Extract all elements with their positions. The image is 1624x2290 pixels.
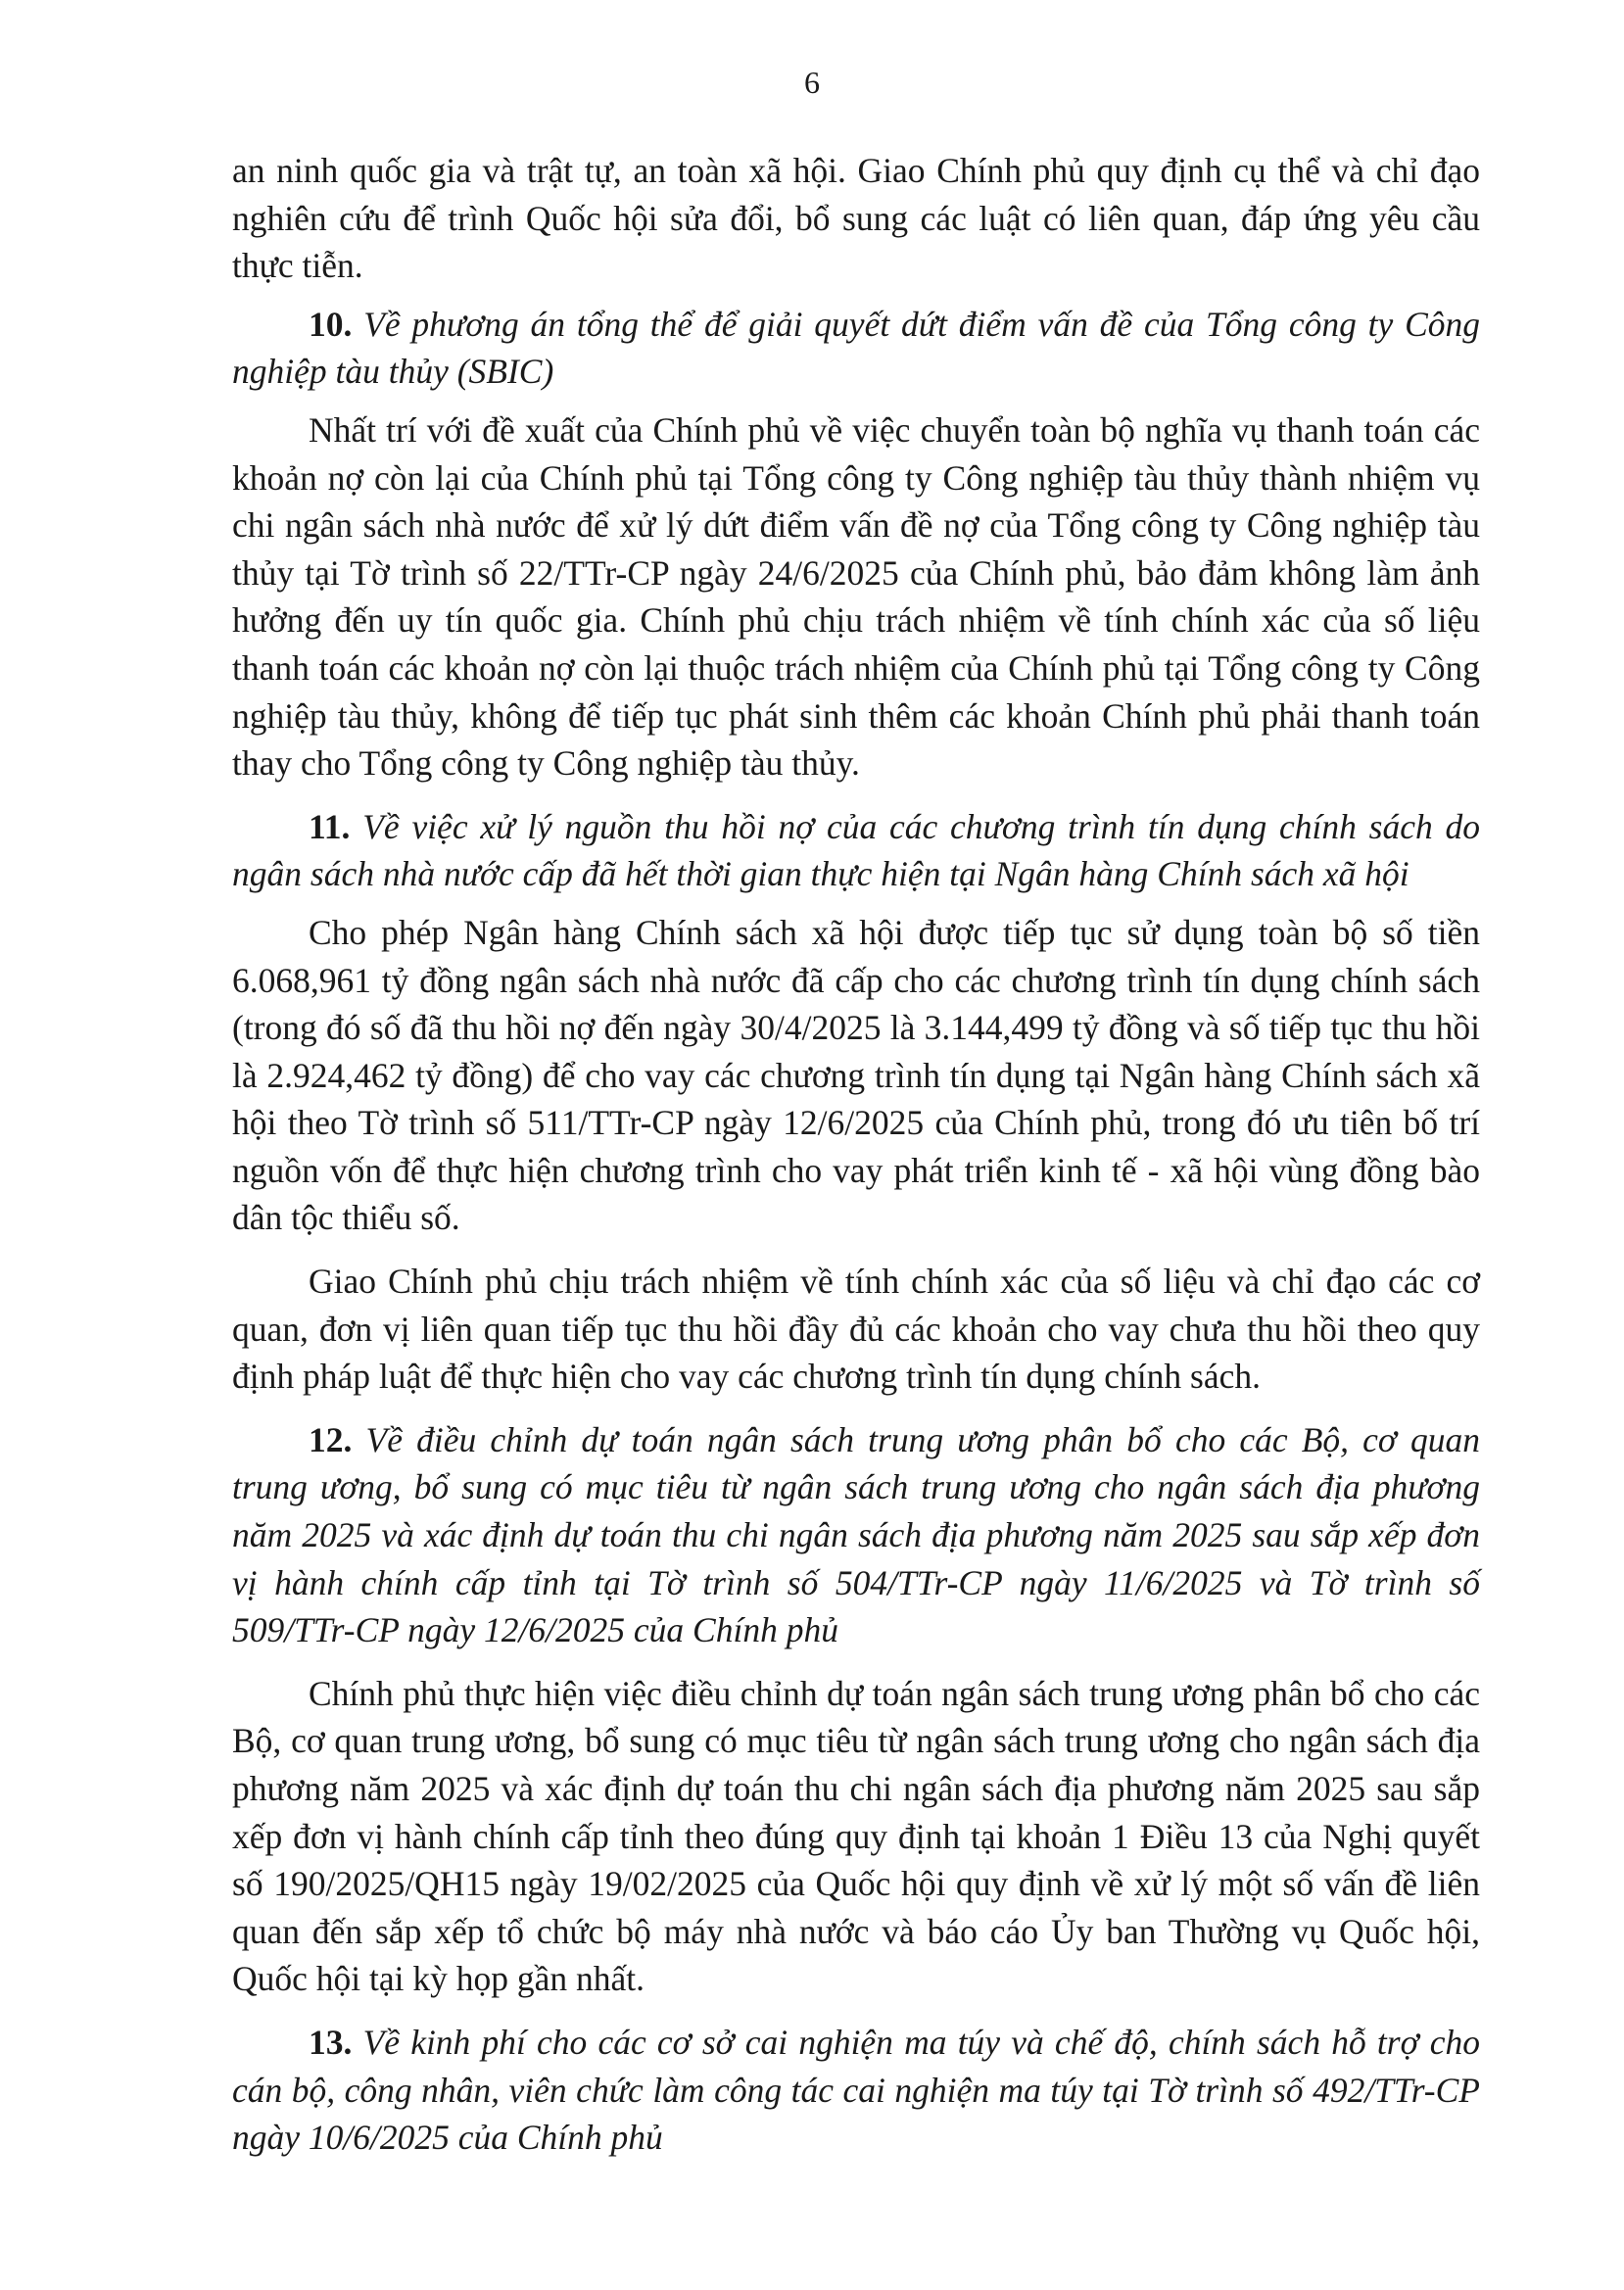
section-number: 10. — [309, 304, 353, 344]
section-number: 13. — [309, 2022, 353, 2062]
section-number: 11. — [309, 806, 351, 846]
paragraph-continuation: an ninh quốc gia và trật tự, an toàn xã hội. Giao Chính phủ quy định cụ thể và chỉ đạo nghiên cứu để trình Quốc hội sửa đổi, bổ sung các luật có liên quan, đáp ứng yêu cầu thực tiễn. — [232, 151, 1480, 286]
page-number: 6 — [804, 65, 820, 100]
section-heading-11 — [232, 803, 1480, 898]
section-heading-10 — [232, 301, 1480, 396]
document-body — [232, 147, 1480, 2162]
section-heading-13 — [232, 2019, 1480, 2162]
section-title: Về phương án tổng thể để giải quyết dứt điểm vấn đề của Tổng công ty Công nghiệp tàu thủy (SBIC) — [232, 304, 1481, 392]
section-heading-12 — [232, 1416, 1480, 1654]
paragraph: Giao Chính phủ chịu trách nhiệm về tính chính xác của số liệu và chỉ đạo các cơ quan, đơn vị liên quan tiếp tục thu hồi đầy đủ các khoản cho vay chưa thu hồi theo quy định pháp luật để thực hiện cho vay các chương trình tín dụng chính sách. — [232, 1262, 1480, 1397]
section-number: 12. — [309, 1419, 353, 1459]
section-title: Về kinh phí cho các cơ sở cai nghiện ma túy và chế độ, chính sách hỗ trợ cho cán bộ, công nhân, viên chức làm công tác cai nghiện ma túy tại Tờ trình số 492/TTr-CP ngày 10/6/2025 của Chính phủ — [232, 2022, 1480, 2158]
paragraph: Cho phép Ngân hàng Chính sách xã hội được tiếp tục sử dụng toàn bộ số tiền 6.068,961 tỷ đồng ngân sách nhà nước đã cấp cho các chương trình tín dụng chính sách (trong đó số đã thu hồi nợ đến ngày 30/4/2025 là 3.144,499 tỷ đồng và số tiếp tục thu hồi là 2.924,462 tỷ đồng) để cho vay các chương trình tín dụng tại Ngân hàng Chính sách xã hội theo Tờ trình số 511/TTr-CP ngày 12/6/2025 của Chính phủ, trong đó ưu tiên bố trí nguồn vốn để thực hiện chương trình cho vay phát triển kinh tế - xã hội vùng đồng bào dân tộc thiểu số. — [232, 912, 1480, 1238]
section-title: Về việc xử lý nguồn thu hồi nợ của các chương trình tín dụng chính sách do ngân sách nhà nước cấp đã hết thời gian thực hiện tại Ngân hàng Chính sách xã hội — [232, 806, 1481, 894]
section-title: Về điều chỉnh dự toán ngân sách trung ương phân bổ cho các Bộ, cơ quan trung ương, bổ sung có mục tiêu từ ngân sách trung ương cho ngân sách địa phương năm 2025 và xác định dự toán thu chi ngân sách địa phương năm 2025 sau sắp xếp đơn vị hành chính cấp tỉnh tại Tờ trình số 504/TTr-CP ngày 11/6/2025 và Tờ trình số 509/TTr-CP ngày 12/6/2025 của Chính phủ — [232, 1419, 1481, 1650]
paragraph: Chính phủ thực hiện việc điều chỉnh dự toán ngân sách trung ương phân bổ cho các Bộ, cơ quan trung ương, bổ sung có mục tiêu từ ngân sách trung ương cho ngân sách địa phương năm 2025 và xác định dự toán thu chi ngân sách địa phương năm 2025 sau sắp xếp đơn vị hành chính cấp tỉnh theo đúng quy định tại khoản 1 Điều 13 của Nghị quyết số 190/2025/QH15 ngày 19/02/2025 của Quốc hội quy định về xử lý một số vấn đề liên quan đến sắp xếp tổ chức bộ máy nhà nước và báo cáo Ủy ban Thường vụ Quốc hội, Quốc hội tại kỳ họp gần nhất. — [232, 1673, 1480, 1999]
paragraph: Nhất trí với đề xuất của Chính phủ về việc chuyển toàn bộ nghĩa vụ thanh toán các khoản nợ còn lại của Chính phủ tại Tổng công ty Công nghiệp tàu thủy thành nhiệm vụ chi ngân sách nhà nước để xử lý dứt điểm vấn đề nợ của Tổng công ty Công nghiệp tàu thủy tại Tờ trình số 22/TTr-CP ngày 24/6/2025 của Chính phủ, bảo đảm không làm ảnh hưởng đến uy tín quốc gia. Chính phủ chịu trách nhiệm về tính chính xác của số liệu thanh toán các khoản nợ còn lại thuộc trách nhiệm của Chính phủ tại Tổng công ty Công nghiệp tàu thủy, không để tiếp tục phát sinh thêm các khoản Chính phủ phải thanh toán thay cho Tổng công ty Công nghiệp tàu thủy. — [232, 409, 1480, 784]
